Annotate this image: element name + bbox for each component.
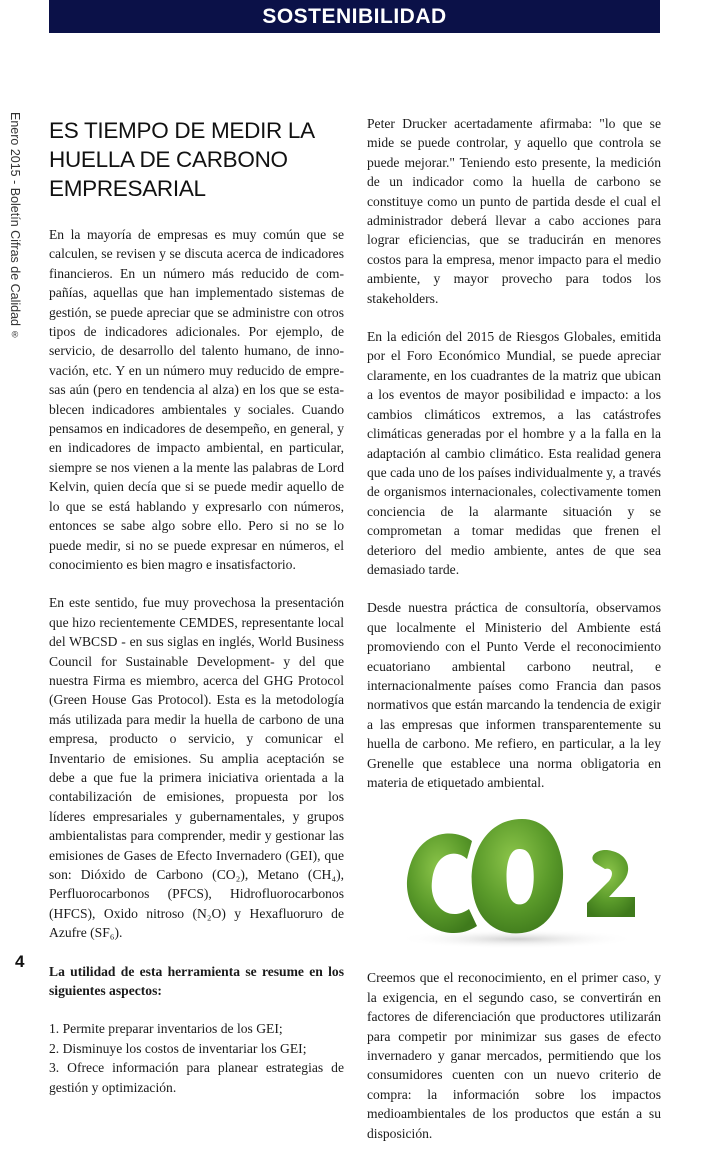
letter-c xyxy=(407,834,477,933)
issue-label: Enero 2015 - Boletín Cifras de Calidad xyxy=(8,112,22,327)
paragraph: Desde nuestra práctica de consultoría, observamos que localmente el Ministerio del Ambiente está promoviendo con el Punto Verde el reconocimiento ecuatoriano ambiental carbono neutral, e internacionalmente países como Francia dan pasos normativos que están marcando la tendencia de exigir a las empresas que informen transparentemente su huella de carbono. Me refiero, en particular, a la ley Grenelle que establece una norma obligatoria en materia de etiquetado ambiental. xyxy=(367,600,661,790)
paragraph: En este sentido, fue muy provechosa la presentación que hizo recientemente CEMDES, representante local del WBCSD - en sus siglas en inglés, World Business Council for Sustainable Development- y del que nuestra Firma es miembro, acerca del GHG Protocol (Green House Gas Protocol). Esta es la metodología más utilizada para medir la huella de carbono de una empresa, producto o servicio, y comunicar el Inventario de emisiones. Su amplia aceptación se debe a que fue la primera iniciativa orientada a la contabilización de emisiones, propuesta por los líderes empresariales y gubernamentales, y grupos ambientalistas para comprender, medir y gestionar las emisiones de Gases de Efecto Invernadero (GEI), que son: Dióxido de Carbono (CO₂), Metano (CH₄), Perfluorocarbonos (PFCS), Hidrofluorocarbonos (HFCS), Oxido nitroso (N₂O) y Hexafluoruro de Azufre (SF₆). xyxy=(49,595,344,941)
issue-sidebar xyxy=(8,112,22,340)
list-item: 3. Ofrece información para planear estrategias de gestión y optimización. xyxy=(49,1060,344,1095)
benefits-list xyxy=(49,1019,344,1097)
paragraph: Peter Drucker acertadamente afirmaba: "lo que se mide se puede controlar, y aquello que controla se puede mejorar." Teniendo esto presente, la medición de un indicador como la huella de carbono se constituye como un punto de partida desde el cual el administrador deberá llevar a cabo acciones para lograr eficiencias, que se traducirán en menores costos para la empresa, menor impacto para el medio ambiente, y mayor provecho para todos los stakeholders. xyxy=(367,116,661,306)
section-banner xyxy=(49,0,660,33)
co2-illustration xyxy=(377,811,657,951)
closing-paragraph: Creemos que el reconocimiento, en el primer caso, y la exigencia, en el segundo caso, se convertirán en factores de diferenciación que productores utilizarán para competir por minimizar sus gases de efecto invernadero y ganar mercados, permitiendo que los consumidores cuenten con un nuevo criterio de compra: la información sobre los impactos medioambientales de los productos que están a su disposición. xyxy=(367,970,661,1141)
article-title: ES TIEMPO DE MEDIR LA HUELLA DE CARBONO EMPRESARIAL xyxy=(49,118,314,201)
list-item: 1. Permite preparar inventarios de los GEI; xyxy=(49,1021,283,1037)
bold-heading: La utilidad de esta herramienta se resume en los siguientes aspectos: xyxy=(49,963,344,999)
letter-o xyxy=(472,819,563,933)
registered-mark: ® xyxy=(10,329,20,340)
subscript-2 xyxy=(587,850,635,917)
left-column xyxy=(49,116,344,1097)
right-column xyxy=(367,114,661,1162)
list-item: 2. Disminuye los costos de inventariar los GEI; xyxy=(49,1040,307,1056)
paragraph: En la mayoría de empresas es muy común que se calculen, se revisen y se discuta acerca de indicadores financieros. En un número más reducido de compañías, aquellas que han implementado sistemas de gestión, se puede apreciar que se administre con otros tipos de indicadores adicionales. Por ejemplo, de servicio, de desarrollo del talento humano, de innovación, etc. Y en un número muy reducido de empresas aún (pero en tendencia al alza) en los que se establecen indicadores ambientales y sociales. Cuando pensamos en indicadores de desempeño, en general, y en indicadores de impacto ambiental, en particular, siempre se nos vienen a la mente las palabras de Lord Kelvin, quien decía que si se puede medir aquello de lo que se está hablando y expresarlo con números, entonces se sabe algo sobre ello. Pero si no se lo puede medir, si no se puede expresar en números, el conocimiento es bien magro e insatisfactorio. xyxy=(49,227,344,572)
section-title: SOSTENIBILIDAD xyxy=(262,4,447,28)
page-number: 4 xyxy=(15,952,25,971)
paragraph: En la edición del 2015 de Riesgos Globales, emitida por el Foro Económico Mundial, se puede apreciar claramente, en los cuadrantes de la matriz que ubican a los eventos de mayor posibilidad e impacto: a los cambios climáticos extremos, a las catástrofes climáticas generadas por el hombre y a la falla en la adaptación al cambio climático. Esta realidad genera que cada uno de los países individualmente y, a través de organismos internacionales, colectivamente tomen conciencia de la alarmante situación y se comprometan a tomar medidas que frenen el deterioro del medio ambiente, antes de que sea demasiado tarde. xyxy=(367,329,661,577)
co2-grass-image xyxy=(367,811,661,949)
